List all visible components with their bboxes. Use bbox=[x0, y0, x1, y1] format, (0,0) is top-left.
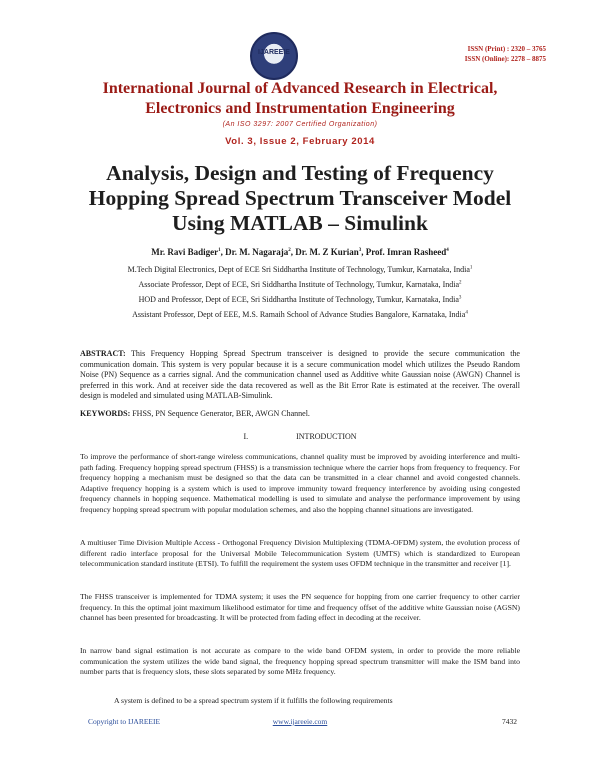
issn-online: ISSN (Online): 2278 – 8875 bbox=[464, 55, 546, 63]
issn-print: ISSN (Print) : 2320 – 3765 bbox=[467, 45, 546, 53]
paper-title bbox=[40, 161, 560, 236]
affiliation-text: Assistant Professor, Dept of EEE, M.S. Ramaih School of Advance Studies Bangalore, Karnataka, India bbox=[132, 310, 466, 319]
section-title: INTRODUCTION bbox=[296, 432, 357, 441]
author-name: Mr. Ravi Badiger bbox=[151, 247, 219, 257]
section-number: I. bbox=[243, 432, 249, 441]
journal-logo bbox=[250, 32, 298, 80]
author-list: Mr. Ravi Badiger$^1$, Dr. M. Nagaraja$^2$, Dr. M. Z Kurian$^3$, Prof. Imran Rasheed$^4$ bbox=[151, 247, 449, 257]
paper-title-line1: Analysis, Design and Testing of Frequency bbox=[106, 161, 494, 185]
abstract-label: ABSTRACT: bbox=[80, 349, 126, 358]
affiliation bbox=[0, 280, 600, 289]
affiliation bbox=[0, 310, 600, 319]
keywords bbox=[80, 409, 520, 418]
affiliation-sup: 4 bbox=[465, 310, 468, 316]
paper-title-line3: Using MATLAB – Simulink bbox=[172, 211, 428, 235]
author-name: Dr. M. Z Kurian bbox=[295, 247, 359, 257]
affiliation-sup: 2 bbox=[459, 280, 462, 286]
affiliation-sup: 3 bbox=[458, 295, 462, 301]
abstract bbox=[80, 349, 520, 402]
keywords-text: FHSS, PN Sequence Generator, BER, AWGN Channel. bbox=[132, 409, 310, 418]
abstract-text: This Frequency Hopping Spread Spectrum transceiver is designed to provide the secure communication the communication domain. This system is very popular because it is a secure communication model which utilizes the Pseudo Random Noise (PN) Sequence as a carries signal. And the communication channel used as Additive white Gaussian noise (AWGN) Channel is preferred in this work. And at receiver side the data recovered as well as the Bit Error Rate is estimated at the receiver. The overall design is modeled and simulated using MATLAB-Simulink. bbox=[80, 349, 520, 400]
author-sup: 2 bbox=[288, 248, 291, 253]
journal-title bbox=[0, 79, 600, 119]
affiliation bbox=[0, 295, 600, 304]
body-paragraph: A multiuser Time Division Multiple Access - Orthogonal Frequency Division Multiplexing (TDMA-OFDM) system, the evolution process of different radio interface proposal for the Universal Mobile Telecommunication System (UMTS) which is standardized to European telecommunication standard institute (ETSI). To fulfill the requirement the system uses OFDM technique in the transmitter and receiver [1]. bbox=[80, 538, 520, 568]
keywords-label: KEYWORDS: bbox=[80, 409, 131, 418]
body-paragraph: In narrow band signal estimation is not accurate as compare to the wide band OFDM system, in order to provide the more reliable communication the system utilizes the wide band signal, the frequency hopping spread spectrum transmitter will make the ISM band into number parts that is frequency slots, these slots separated by some MHz frequency. bbox=[80, 646, 520, 676]
author-sup: 4 bbox=[446, 248, 449, 253]
page-number: 7432 bbox=[502, 717, 517, 726]
affiliation bbox=[0, 265, 600, 274]
body-paragraph: A system is defined to be a spread spectrum system if it fulfills the following requirements bbox=[114, 696, 393, 705]
body-paragraph: The FHSS transceiver is implemented for TDMA system; it uses the PN sequence for hopping from one carrier frequency to other carrier frequency. In this the optimal joint maximum likelihood estimator for time and frequency offset of the additive white Gaussian noise (AGSN) channel has been presented for broadcasting. It will be protected from fading effect in decoding at the receiver. bbox=[80, 592, 520, 622]
journal-title-line1: International Journal of Advanced Research in Electrical, bbox=[102, 80, 498, 97]
logo-text: IJAREEIE bbox=[258, 49, 290, 56]
affiliation-sup: 1 bbox=[469, 265, 473, 271]
author-name: Dr. M. Nagaraja bbox=[225, 247, 289, 257]
author-sup: 3 bbox=[358, 248, 362, 253]
footer-copyright: Copyright to IJAREEIE bbox=[88, 717, 161, 726]
certification-note: (An ISO 3297: 2007 Certified Organization) bbox=[222, 121, 378, 128]
author-name: Prof. Imran Rasheed bbox=[365, 247, 447, 257]
section-heading bbox=[0, 432, 600, 441]
issn-block bbox=[465, 44, 546, 64]
footer-url-link[interactable]: www.ijareeie.com bbox=[272, 717, 328, 726]
body-paragraph: To improve the performance of short-range wireless communications, channel quality must be improved by avoiding interference and multi-path fading. Frequency hopping spread spectrum (FHSS) is a transmission technique where the carrier hops from frequency to frequency. For frequency hopping a mechanism must be designed so that the data can be transmitted in a clear channel and avoid congested channels. Adaptive frequency hopping is a system which is used to improve immunity toward frequency interference by avoiding using congested frequency channels in hopping sequence. Mathematical modelling is used to simulate and analyse the performance improvement by using frequency hopping spread spectrum with popular modulation schemes, and also the hopping channel situations are investigated. bbox=[80, 452, 520, 514]
affiliation-text: HOD and Professor, Dept of ECE, Sri Siddhartha Institute of Technology, Tumkur, Karnataka, India bbox=[138, 295, 459, 304]
author-sup: 1 bbox=[218, 248, 221, 253]
journal-title-line2: Electronics and Instrumentation Engineering bbox=[145, 100, 455, 117]
volume-issue: Vol. 3, Issue 2, February 2014 bbox=[225, 136, 375, 147]
affiliation-text: M.Tech Digital Electronics, Dept of ECE Sri Siddhartha Institute of Technology, Tumkur, Karnataka, India bbox=[127, 265, 470, 274]
paper-title-line2: Hopping Spread Spectrum Transceiver Model bbox=[88, 186, 512, 210]
affiliation-text: Associate Professor, Dept of ECE, Sri Siddhartha Institute of Technology, Tumkur, Karnataka, India bbox=[138, 280, 460, 289]
